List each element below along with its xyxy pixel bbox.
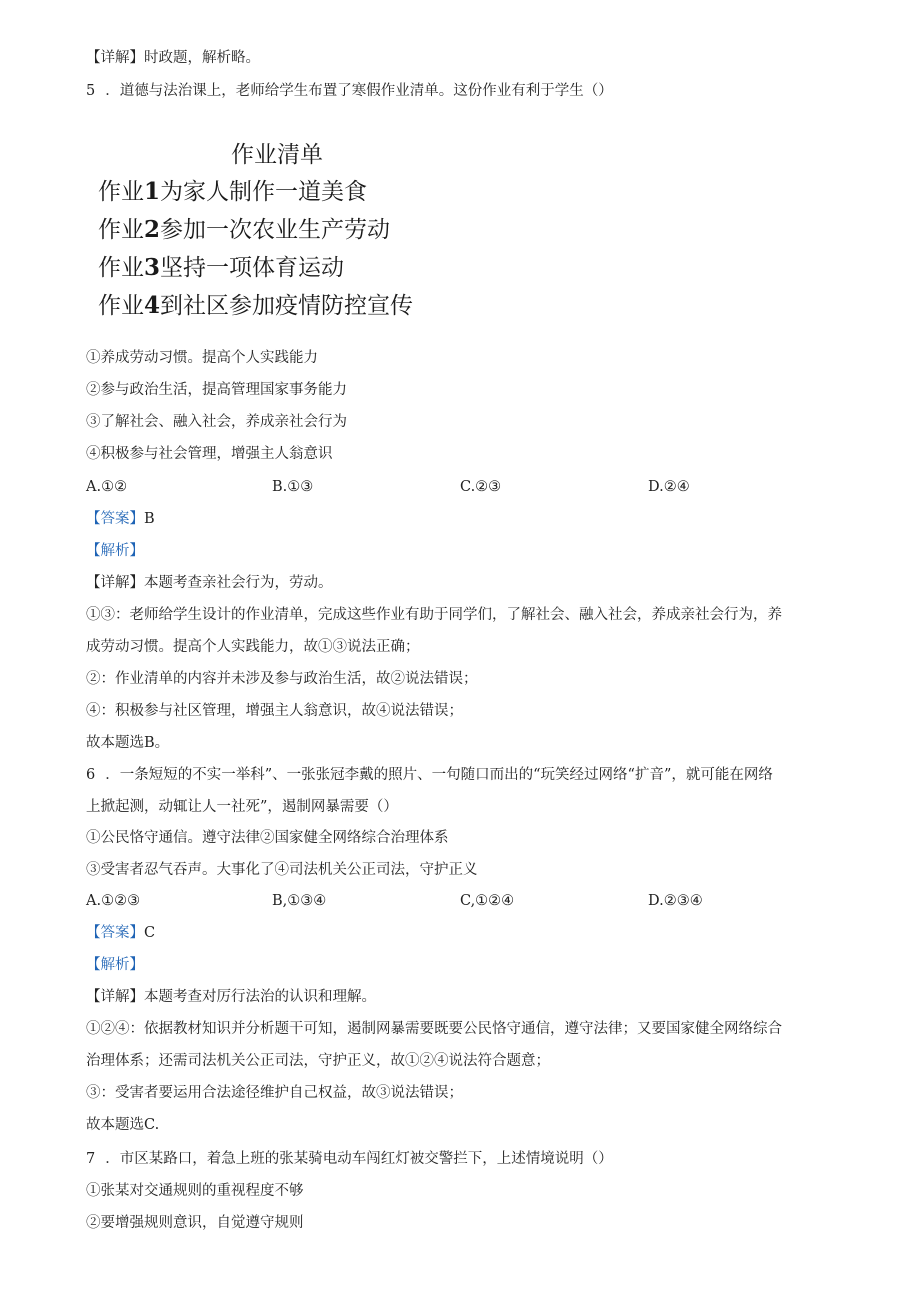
item-number: 4: [144, 292, 161, 319]
question-stem: ．一条短短的不实一举科”、一张张冠李戴的照片、一句随口而出的“玩笑经过网络“扩音”，就可能在网络: [105, 767, 773, 783]
detail-text: 本题考查对厉行法治的认识和理解。: [144, 989, 376, 1005]
q4-detail-line: [86, 49, 260, 67]
statement-line: ①公民恪守通信。遵守法律②国家健全网络综合治理体系: [86, 830, 449, 846]
q6-analysis-tag: 【解析】: [86, 957, 144, 973]
figure-item-3: [98, 254, 344, 282]
question-number: 6: [86, 767, 96, 783]
statement-1: ①养成劳动习惯。提高个人实践能力: [86, 350, 318, 366]
explanation-line: ③：受害者要运用合法途径维护自己权益，故③说法错误；: [86, 1085, 463, 1101]
q7-stem: [86, 1150, 613, 1168]
explanation-line: ②：作业清单的内容并未涉及参与政治生活，故②说法错误；: [86, 671, 478, 687]
question-number: 7: [86, 1151, 96, 1167]
statement-line: ③受害者忍气吞声。大事化了④司法机关公正司法，守护正义: [86, 862, 478, 878]
item-text: 到社区参加疫情防控宣传: [160, 293, 414, 319]
figure-item-4: [98, 292, 413, 320]
q5-answer: [86, 510, 155, 528]
statement-4: ④积极参与社会管理，增强主人翁意识: [86, 446, 333, 462]
option-d: D.②③④: [648, 893, 703, 909]
explanation-line: 故本题选C.: [86, 1117, 160, 1133]
statement-line: ①张某对交通规则的重视程度不够: [86, 1183, 304, 1199]
statement-2: ②参与政治生活，提高管理国家事务能力: [86, 382, 347, 398]
explanation-line: 故本题选B。: [86, 735, 170, 751]
explanation-line: ①③：老师给学生设计的作业清单，完成这些作业有助于同学们，了解社会、融入社会，养成亲社会行为，养: [86, 607, 782, 623]
figure-item-2: [98, 216, 390, 244]
answer-value: C: [144, 925, 156, 941]
item-number: 1: [144, 178, 161, 205]
option-b: B,①③④: [272, 893, 327, 909]
item-number: 3: [144, 254, 161, 281]
figure-item-1: [98, 178, 367, 206]
item-text: 为家人制作一道美食: [160, 179, 368, 205]
figure-title: 作业清单: [231, 142, 323, 168]
answer-value: B: [144, 511, 155, 527]
q5-stem: [86, 82, 613, 100]
q6-stem-line-1: [86, 766, 773, 784]
item-prefix: 作业: [98, 217, 144, 243]
q6-stem-line-2: 上掀起测，动辄让人一社死”，遏制网暴需要（）: [86, 799, 398, 815]
q5-analysis-tag: 【解析】: [86, 543, 144, 559]
question-stem: ．道德与法治课上，老师给学生布置了寒假作业清单。这份作业有利于学生（）: [105, 83, 613, 99]
detail-tag: 【详解】: [86, 575, 144, 591]
q5-detail: [86, 574, 333, 592]
detail-text: 本题考查亲社会行为，劳动。: [144, 575, 333, 591]
option-c: C.②③: [460, 479, 502, 495]
question-stem: ．市区某路口，着急上班的张某骑电动车闯红灯被交警拦下，上述情境说明（）: [105, 1151, 613, 1167]
option-d: D.②④: [648, 479, 690, 495]
option-b: B.①③: [272, 479, 314, 495]
item-prefix: 作业: [98, 255, 144, 281]
detail-tag: 【详解】: [86, 989, 144, 1005]
answer-tag: 【答案】: [86, 925, 144, 941]
explanation-line: ①②④：依据教材知识并分析题干可知，遏制网暴需要既要公民恪守通信，遵守法律；又要国家健全网络综合: [86, 1021, 782, 1037]
q6-detail: [86, 988, 376, 1006]
explanation-line: ④：积极参与社区管理，增强主人翁意识，故④说法错误；: [86, 703, 463, 719]
item-number: 2: [144, 216, 161, 243]
answer-tag: 【答案】: [86, 511, 144, 527]
explanation-line: 成劳动习惯。提高个人实践能力，故①③说法正确；: [86, 639, 420, 655]
statement-line: ②要增强规则意识，自觉遵守规则: [86, 1215, 304, 1231]
item-prefix: 作业: [98, 293, 144, 319]
explanation-line: 治理体系；还需司法机关公正司法，守护正义，故①②④说法符合题意；: [86, 1053, 550, 1069]
option-c: C,①②④: [460, 893, 515, 909]
item-text: 参加一次农业生产劳动: [160, 217, 391, 243]
question-number: 5: [86, 83, 96, 99]
q6-answer: [86, 924, 155, 942]
item-text: 坚持一项体育运动: [160, 255, 345, 281]
option-a: A.①②: [86, 479, 128, 495]
option-a: A.①②③: [86, 893, 141, 909]
statement-3: ③了解社会、融入社会，养成亲社会行为: [86, 414, 347, 430]
detail-tag: 【详解】: [86, 50, 144, 66]
item-prefix: 作业: [98, 179, 144, 205]
detail-text: 时政题，解析略。: [144, 50, 260, 66]
